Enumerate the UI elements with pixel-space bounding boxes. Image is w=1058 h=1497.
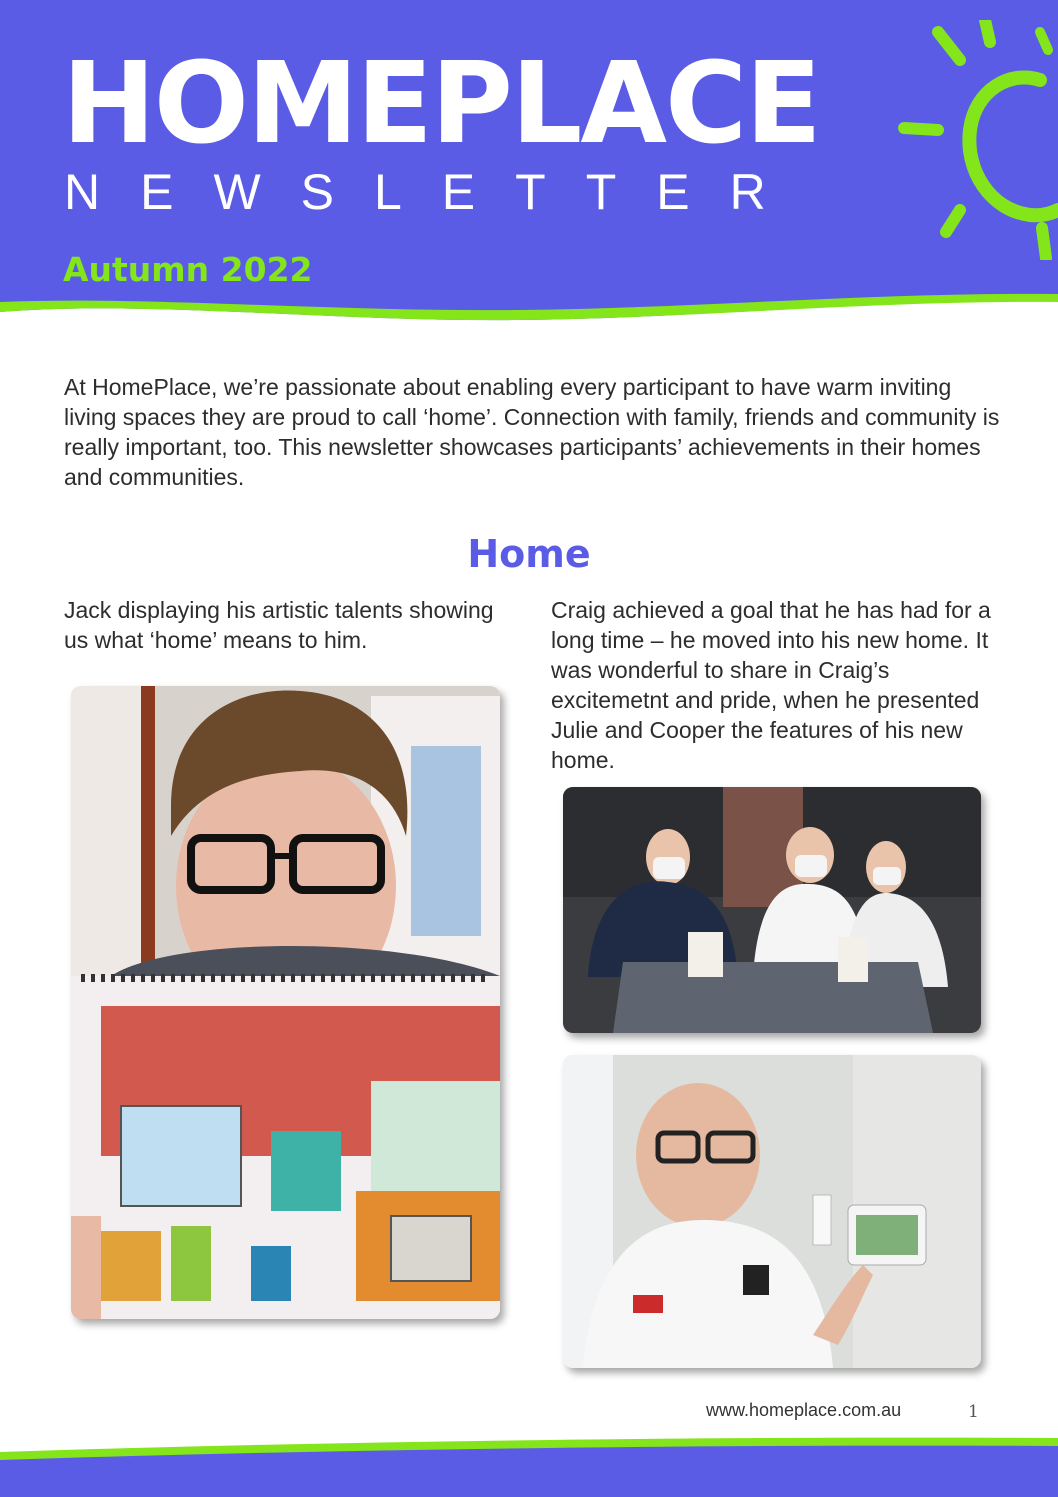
jack-caption: Jack displaying his artistic talents showing us what ‘home’ means to him. bbox=[64, 597, 494, 653]
section-title-home: Home bbox=[467, 532, 591, 576]
newsletter-title: HOMEPLACE bbox=[62, 39, 820, 169]
sun-icon bbox=[890, 20, 1058, 260]
newsletter-subtitle: NEWSLETTER bbox=[64, 164, 806, 220]
craig-group-photo bbox=[563, 787, 981, 1033]
page-number: 1 bbox=[968, 1402, 979, 1422]
footer-band bbox=[0, 1430, 1058, 1497]
issue-season: Autumn 2022 bbox=[63, 250, 313, 289]
craig-caption: Craig achieved a goal that he has had for a long time – he moved into his new home. It was wonderful to share in Craig’s excitemetnt and pride, when he presented Julie and Cooper the features of his new home. bbox=[551, 597, 991, 773]
footer-website: www.homeplace.com.au bbox=[706, 1400, 902, 1420]
intro-paragraph: At HomePlace, we’re passionate about enabling every participant to have warm inviting living spaces they are proud to call ‘home’. Connection with family, friends and community is really important, too. This newsletter showcases participants’ achievements in their homes and communities. bbox=[64, 374, 1000, 490]
jack-drawing-photo bbox=[71, 686, 500, 1319]
craig-panel-photo bbox=[563, 1055, 981, 1368]
